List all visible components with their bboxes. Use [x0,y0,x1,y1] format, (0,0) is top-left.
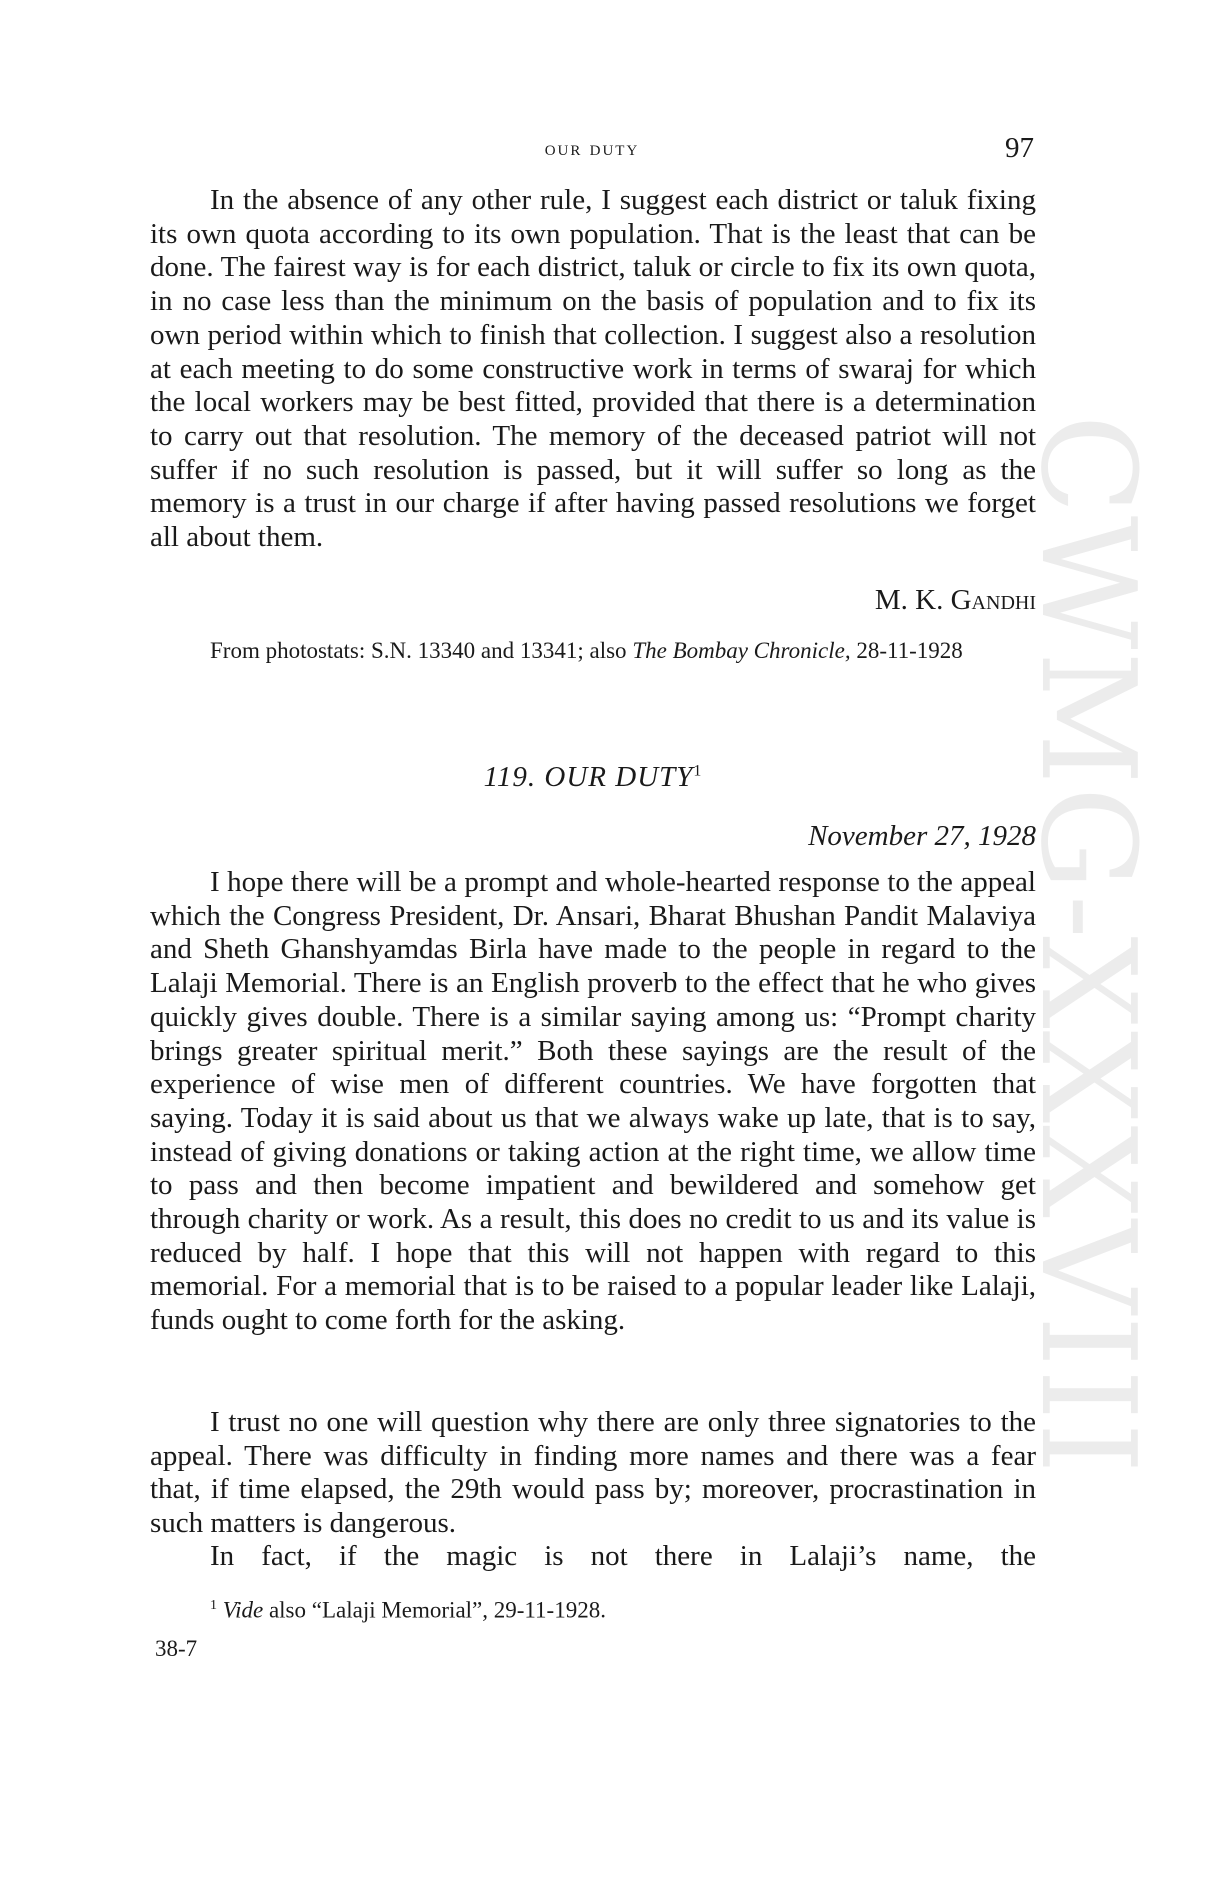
signature [150,583,1036,617]
source-note [150,634,1036,668]
signature-initials: M. K. [874,584,944,616]
footnote-vide: Vide [222,1597,264,1623]
source-date: 28-11-1928 [856,638,963,663]
watermark-text: CWMG-XXXVIII [1012,414,1164,1476]
continuation-paragraph: In the absence of any other rule, I suggest each district or taluk fixing its own quota according to its own population. That is the least that can be done. The fairest way is for each district, taluk or circle to fix its own quota, in no case less than the minimum on the basis of population and to fix its own period within which to finish that collection. I suggest also a resolution at each meeting to do some constructive work in terms of swaraj for which the local workers may be best fitted, provided that there is a determination to carry out that resolution. The memory of the deceased patriot will not suffer if no such resolution is passed, but it will suffer so long as the memory is a trust in our charge if after having passed resolutions we forget all about them. [150,184,1036,554]
running-title: our duty [544,136,640,160]
source-prefix: From photostats: S.N. 13340 and 13341; also [210,638,627,663]
running-head [150,132,1034,172]
page-number: 97 [1005,132,1034,164]
body-paragraph-1: I hope there will be a prompt and whole-hearted response to the appeal which the Congress President, Dr. Ansari, Bharat Bhushan Pandit Malaviya and Sheth Ghanshyamdas Birla have made to the people in regard to the Lalaji Memorial. There is an English proverb to the effect that he who gives quickly gives double. There is a similar saying among us: “Prompt charity brings greater spiritual merit.” Both these sayings are the result of the experience of wise men of different countries. We have forgotten that saying. Today it is said about us that we always wake up late, that is to say, instead of giving donations or taking action at the right time, we allow time to pass and then become impatient and bewildered and somehow get through charity or work. As a result, this does no credit to us and its value is reduced by half. I hope that this will not happen with regard to this memorial. For a memorial that is to be raised to a popular leader like Lalaji, funds ought to come forth for the asking. [150,866,1036,1337]
article-title: 119. OUR DUTY$^1$ [483,761,703,793]
footnote [150,1591,1036,1626]
body-paragraph-2: I trust no one will question why there are only three signatories to the appeal. There was difficulty in finding more names and there was a fear that, if time elapsed, the 29th would pass by; moreover, procrastination in such matters is dangerous. [150,1406,1036,1540]
signature-surname: Gandhi [950,584,1036,616]
signature-mark: 38-7 [155,1636,198,1661]
source-publication: The Bombay Chronicle, [632,638,851,663]
footnote-marker: 1 [210,1598,217,1613]
title-footnote-marker: 1 [693,762,703,780]
body-paragraph-3: In fact, if the magic is not there in Lalaji’s name, the [210,1540,1036,1572]
footnote-text: also “Lalaji Memorial”, 29-11-1928. [268,1597,606,1623]
watermark [1012,345,1164,1545]
article-date: November 27, 1928 [808,820,1036,852]
